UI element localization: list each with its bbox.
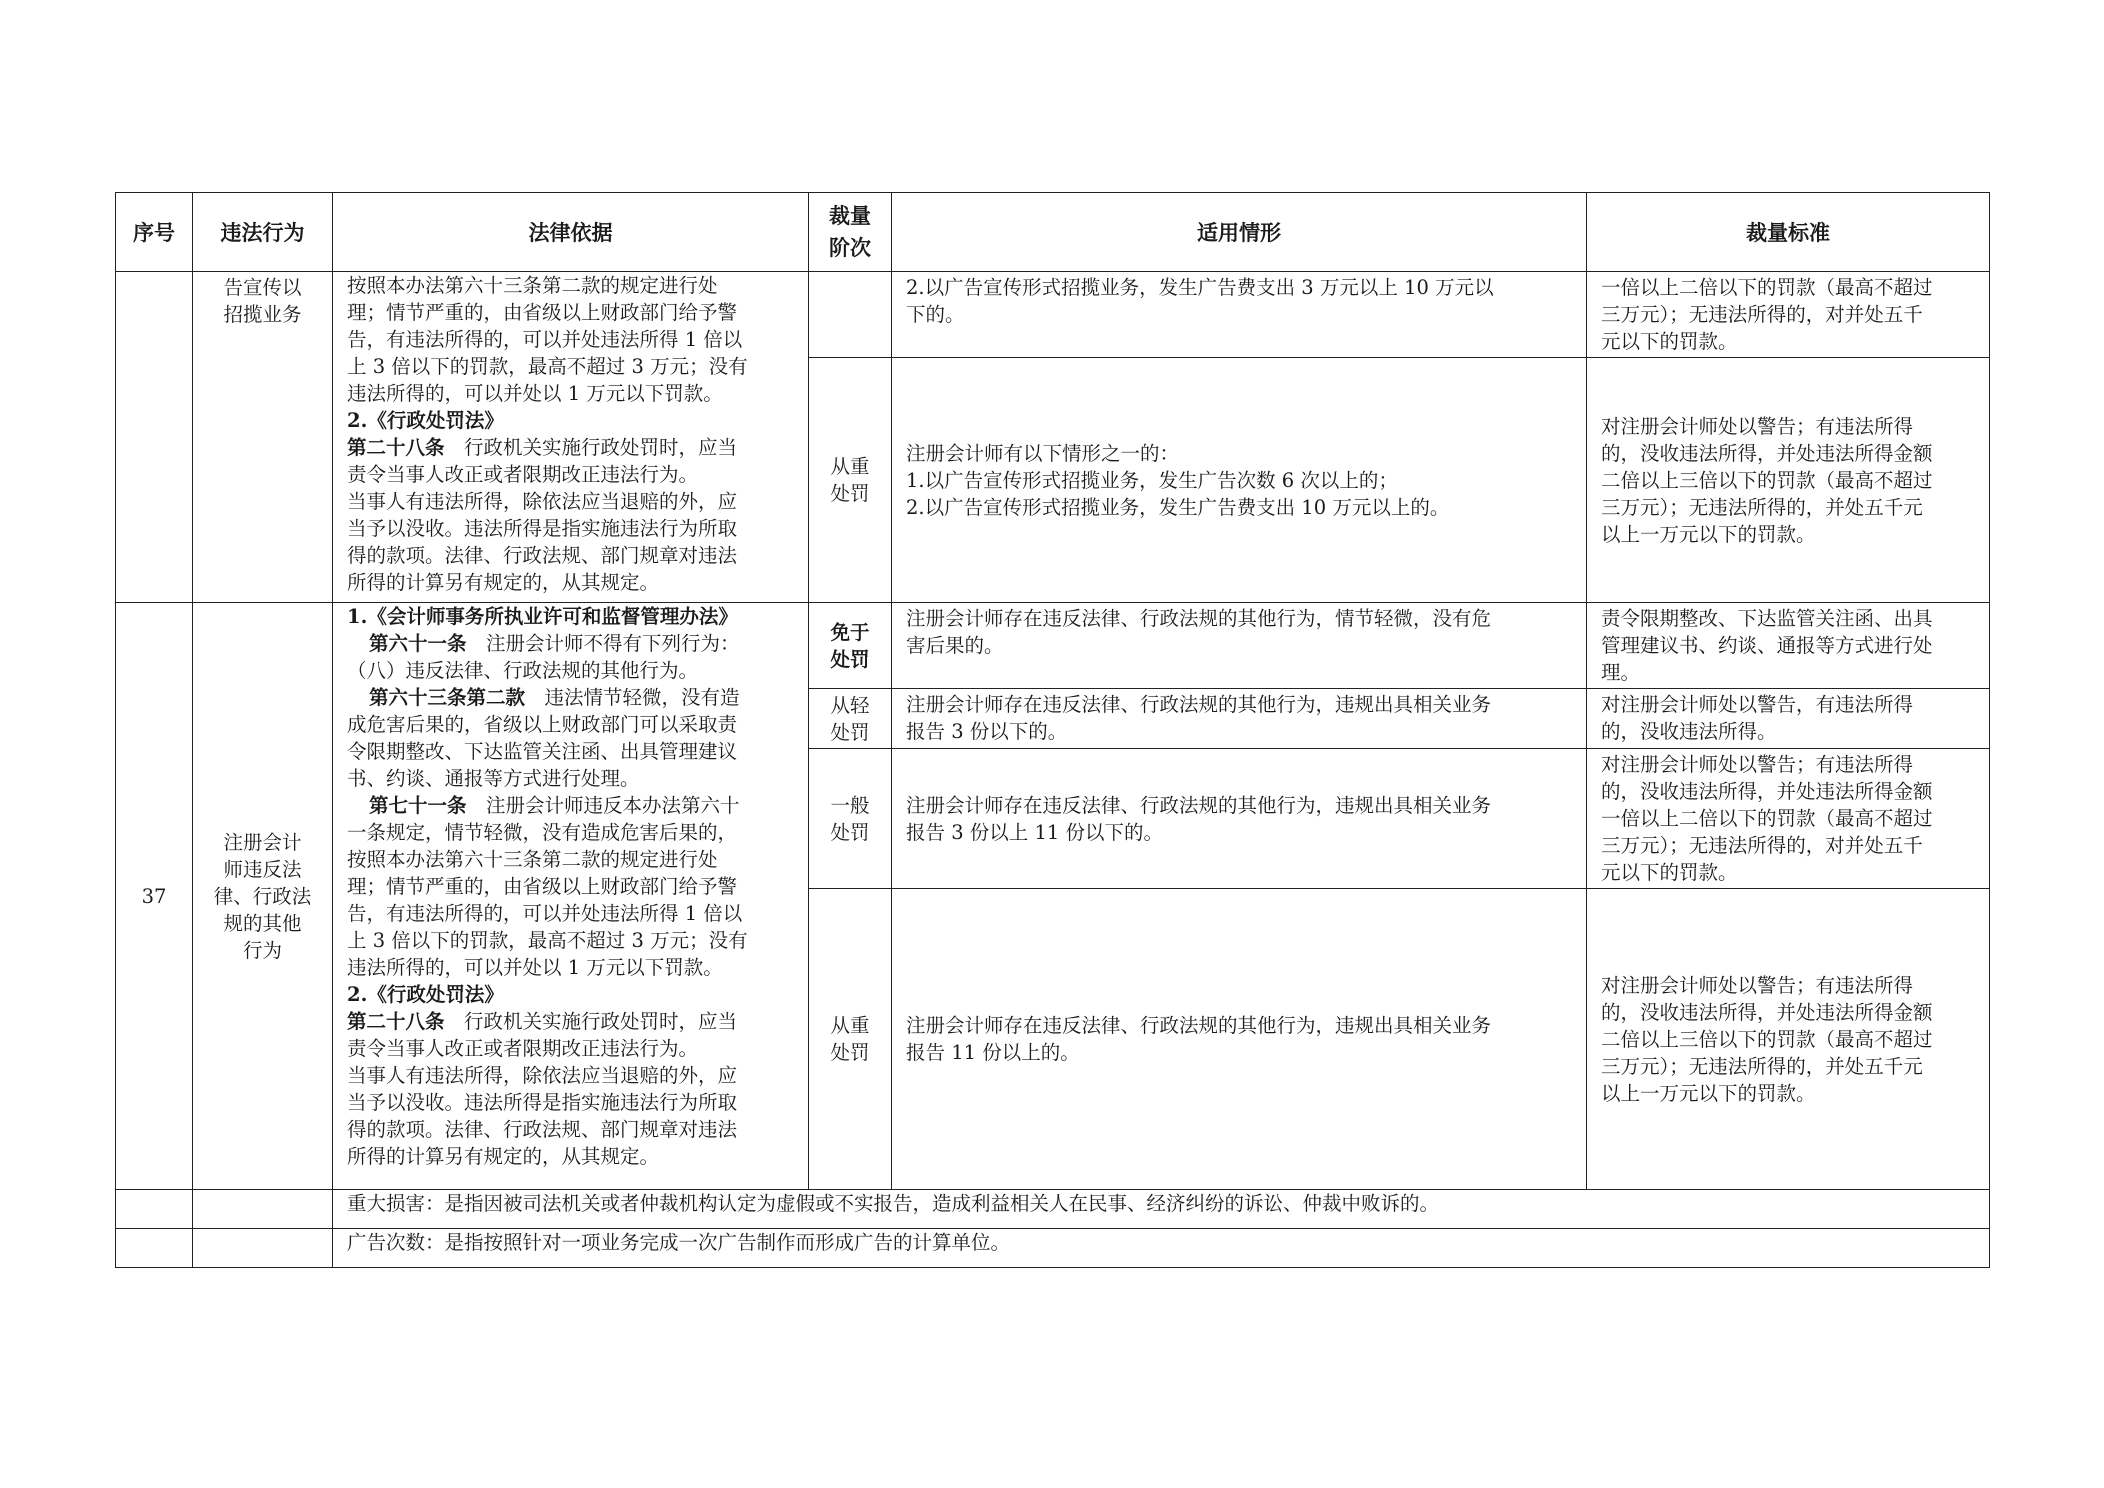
basis-line: 令限期整改、下达监管关注函、出具管理建议 (347, 740, 738, 763)
situation-line: 注册会计师存在违反法律、行政法规的其他行为，违规出具相关业务 (906, 1014, 1492, 1037)
basis-line: 告，有违法所得的，可以并处违法所得 1 倍以 (347, 902, 743, 925)
standard-line: 一倍以上二倍以下的罚款（最高不超过 (1601, 276, 1933, 299)
standard-line: 三万元）；无违法所得的，并处五千元 (1601, 1054, 1923, 1078)
situation-line: 注册会计师存在违反法律、行政法规的其他行为，违规出具相关业务 (906, 793, 1492, 817)
standard-line: 责令限期整改、下达监管关注函、出具 (1601, 607, 1933, 630)
penalty-discretion-table (115, 192, 1990, 1268)
basis-text: 注册会计师不得有下列行为： (466, 632, 740, 655)
basis-text: 行政机关实施行政处罚时，应当 (444, 436, 738, 459)
header-basis: 法律依据 (333, 193, 809, 272)
behavior-line: 注册会计 (223, 830, 302, 854)
basis-cell (333, 272, 809, 603)
basis-line: 得的款项。法律、行政法规、部门规章对违法 (347, 544, 738, 567)
basis-line: 得的款项。法律、行政法规、部门规章对违法 (347, 1118, 738, 1141)
standard-line: 的，没收违法所得，并处违法所得金额 (1601, 441, 1933, 465)
situation-line: 害后果的。 (906, 634, 1004, 657)
basis-line: 违法所得的，可以并处以 1 万元以下罚款。 (347, 956, 723, 979)
basis-line: 上 3 倍以下的罚款，最高不超过 3 万元；没有 (347, 355, 748, 378)
note-seq-cell (116, 1190, 193, 1229)
standard-line: 一倍以上二倍以下的罚款（最高不超过 (1601, 807, 1933, 830)
standard-line: 三万元）；无违法所得的，对并处五千 (1601, 303, 1923, 326)
basis-line: 所得的计算另有规定的，从其规定。 (347, 571, 660, 594)
behavior-line: 师违反法 (223, 857, 302, 881)
standard-line: 的，没收违法所得，并处违法所得金额 (1601, 780, 1933, 803)
basis-line (347, 630, 800, 657)
tier-cell (809, 603, 892, 689)
seq-cell (116, 272, 193, 603)
tier-cell (809, 272, 892, 358)
behavior-line: 招揽业务 (223, 303, 302, 326)
tier-cell (809, 689, 892, 749)
standard-line: 二倍以上三倍以下的罚款（最高不超过 (1601, 1027, 1933, 1051)
note-text: 广告次数：是指按照针对一项业务完成一次广告制作而形成广告的计算单位。 (333, 1229, 1990, 1268)
basis-line: 书、约谈、通报等方式进行处理。 (347, 767, 640, 790)
standard-cell (1587, 358, 1990, 603)
tier-label: 一般处罚 (830, 793, 870, 844)
situation-line: 报告 3 份以下的。 (906, 720, 1068, 743)
header-behavior: 违法行为 (193, 193, 333, 272)
basis-text: 行政机关实施行政处罚时，应当 (444, 1010, 738, 1033)
situation-line: 报告 11 份以上的。 (906, 1041, 1080, 1064)
table-row (116, 272, 1990, 358)
behavior-cell (193, 272, 333, 603)
standard-line: 元以下的罚款。 (1601, 330, 1738, 353)
basis-line: 当予以没收。违法所得是指实施违法行为所取 (347, 1091, 738, 1114)
standard-line: 元以下的罚款。 (1601, 861, 1738, 884)
note-row (116, 1229, 1990, 1268)
basis-line: 违法所得的，可以并处以 1 万元以下罚款。 (347, 382, 723, 405)
article-title: 第六十一条 (369, 632, 467, 655)
standard-line: 的，没收违法所得。 (1601, 720, 1777, 743)
basis-text: 违法情节轻微，没有造 (525, 686, 740, 709)
header-seq: 序号 (116, 193, 193, 272)
article-title: 第二十八条 (347, 1010, 445, 1033)
basis-line: 上 3 倍以下的罚款，最高不超过 3 万元；没有 (347, 929, 748, 952)
situation-line: 下的。 (906, 303, 965, 326)
table-header-row (116, 193, 1990, 272)
situation-cell (892, 749, 1587, 889)
basis-line (347, 684, 800, 711)
basis-line: 责令当事人改正或者限期改正违法行为。 (347, 463, 699, 486)
standard-cell (1587, 889, 1990, 1190)
tier-cell (809, 749, 892, 889)
note-text: 重大损害：是指因被司法机关或者仲裁机构认定为虚假或不实报告，造成利益相关人在民事、经济纠纷的诉讼、仲裁中败诉的。 (333, 1190, 1990, 1229)
note-behavior-cell (193, 1190, 333, 1229)
tier-cell (809, 358, 892, 603)
note-seq-cell (116, 1229, 193, 1268)
article-title: 第六十三条第二款 (369, 686, 526, 709)
standard-line: 二倍以上三倍以下的罚款（最高不超过 (1601, 468, 1933, 492)
basis-text: 注册会计师违反本办法第六十 (466, 794, 740, 817)
standard-cell (1587, 272, 1990, 358)
situation-line: 注册会计师存在违反法律、行政法规的其他行为，情节轻微，没有危 (906, 607, 1492, 630)
behavior-line: 告宣传以 (223, 276, 302, 299)
behavior-line: 行为 (242, 938, 282, 962)
standard-line: 三万元）；无违法所得的，并处五千元 (1601, 495, 1923, 519)
standard-cell (1587, 689, 1990, 749)
basis-line: 2.《行政处罚法》 (347, 409, 504, 432)
situation-line: 注册会计师存在违反法律、行政法规的其他行为，违规出具相关业务 (906, 693, 1492, 716)
standard-line: 的，没收违法所得，并处违法所得金额 (1601, 1000, 1933, 1024)
situation-line: 报告 3 份以上 11 份以下的。 (906, 820, 1164, 844)
tier-label: 从重处罚 (830, 455, 870, 505)
basis-line (347, 792, 800, 819)
article-title: 第二十八条 (347, 436, 445, 459)
basis-line: （八）违反法律、行政法规的其他行为。 (347, 659, 699, 682)
situation-cell (892, 358, 1587, 603)
tier-label: 从重处罚 (830, 1014, 870, 1064)
standard-line: 对注册会计师处以警告，有违法所得 (1601, 693, 1914, 716)
standard-line: 对注册会计师处以警告；有违法所得 (1601, 753, 1914, 776)
basis-line: 2.《行政处罚法》 (347, 983, 504, 1006)
note-behavior-cell (193, 1229, 333, 1268)
basis-line: 所得的计算另有规定的，从其规定。 (347, 1145, 660, 1168)
basis-line: 理；情节严重的，由省级以上财政部门给予警 (347, 875, 738, 898)
basis-line (347, 434, 800, 461)
basis-line: 责令当事人改正或者限期改正违法行为。 (347, 1037, 699, 1060)
basis-line: 当事人有违法所得，除依法应当退赔的外，应 (347, 1064, 738, 1087)
behavior-line: 律、行政法 (213, 884, 312, 908)
behavior-cell (193, 603, 333, 1190)
standard-line: 管理建议书、约谈、通报等方式进行处 (1601, 634, 1933, 657)
tier-label: 从轻处罚 (830, 693, 870, 744)
basis-line: 当事人有违法所得，除依法应当退赔的外，应 (347, 490, 738, 513)
basis-cell (333, 603, 809, 1190)
standard-line: 以上一万元以下的罚款。 (1601, 1081, 1816, 1105)
standard-cell (1587, 749, 1990, 889)
situation-cell (892, 889, 1587, 1190)
tier-cell (809, 889, 892, 1190)
article-title: 第七十一条 (369, 794, 467, 817)
standard-line: 三万元）；无违法所得的，对并处五千 (1601, 834, 1923, 857)
basis-line: 按照本办法第六十三条第二款的规定进行处 (347, 274, 718, 297)
header-standard: 裁量标准 (1587, 193, 1990, 272)
standard-cell (1587, 603, 1990, 689)
situation-cell (892, 272, 1587, 358)
basis-line: 理；情节严重的，由省级以上财政部门给予警 (347, 301, 738, 324)
note-row (116, 1190, 1990, 1229)
seq-cell: 37 (116, 603, 193, 1190)
standard-line: 理。 (1601, 661, 1641, 684)
table-row (116, 603, 1990, 689)
basis-line: 一条规定，情节轻微，没有造成危害后果的， (347, 821, 738, 844)
situation-line: 1.以广告宣传形式招揽业务，发生广告次数 6 次以上的； (906, 468, 1398, 492)
standard-line: 以上一万元以下的罚款。 (1601, 522, 1816, 546)
basis-line (347, 1008, 800, 1035)
standard-line: 对注册会计师处以警告；有违法所得 (1601, 414, 1914, 438)
behavior-line: 规的其他 (223, 911, 302, 935)
situation-line: 2.以广告宣传形式招揽业务，发生广告费支出 10 万元以上的。 (906, 495, 1450, 519)
header-situation: 适用情形 (892, 193, 1587, 272)
standard-line: 对注册会计师处以警告；有违法所得 (1601, 973, 1914, 997)
situation-line: 注册会计师有以下情形之一的： (906, 441, 1180, 465)
tier-label: 免于处罚 (830, 620, 870, 671)
situation-cell (892, 689, 1587, 749)
header-tier-text: 裁量阶次 (829, 203, 871, 260)
situation-cell (892, 603, 1587, 689)
basis-line: 成危害后果的，省级以上财政部门可以采取责 (347, 713, 738, 736)
header-tier (809, 193, 892, 272)
basis-line: 当予以没收。违法所得是指实施违法行为所取 (347, 517, 738, 540)
basis-line: 按照本办法第六十三条第二款的规定进行处 (347, 848, 718, 871)
basis-line: 告，有违法所得的，可以并处违法所得 1 倍以 (347, 328, 743, 351)
basis-line: 1.《会计师事务所执业许可和监督管理办法》 (347, 605, 738, 628)
situation-line: 2.以广告宣传形式招揽业务，发生广告费支出 3 万元以上 10 万元以 (906, 276, 1494, 299)
